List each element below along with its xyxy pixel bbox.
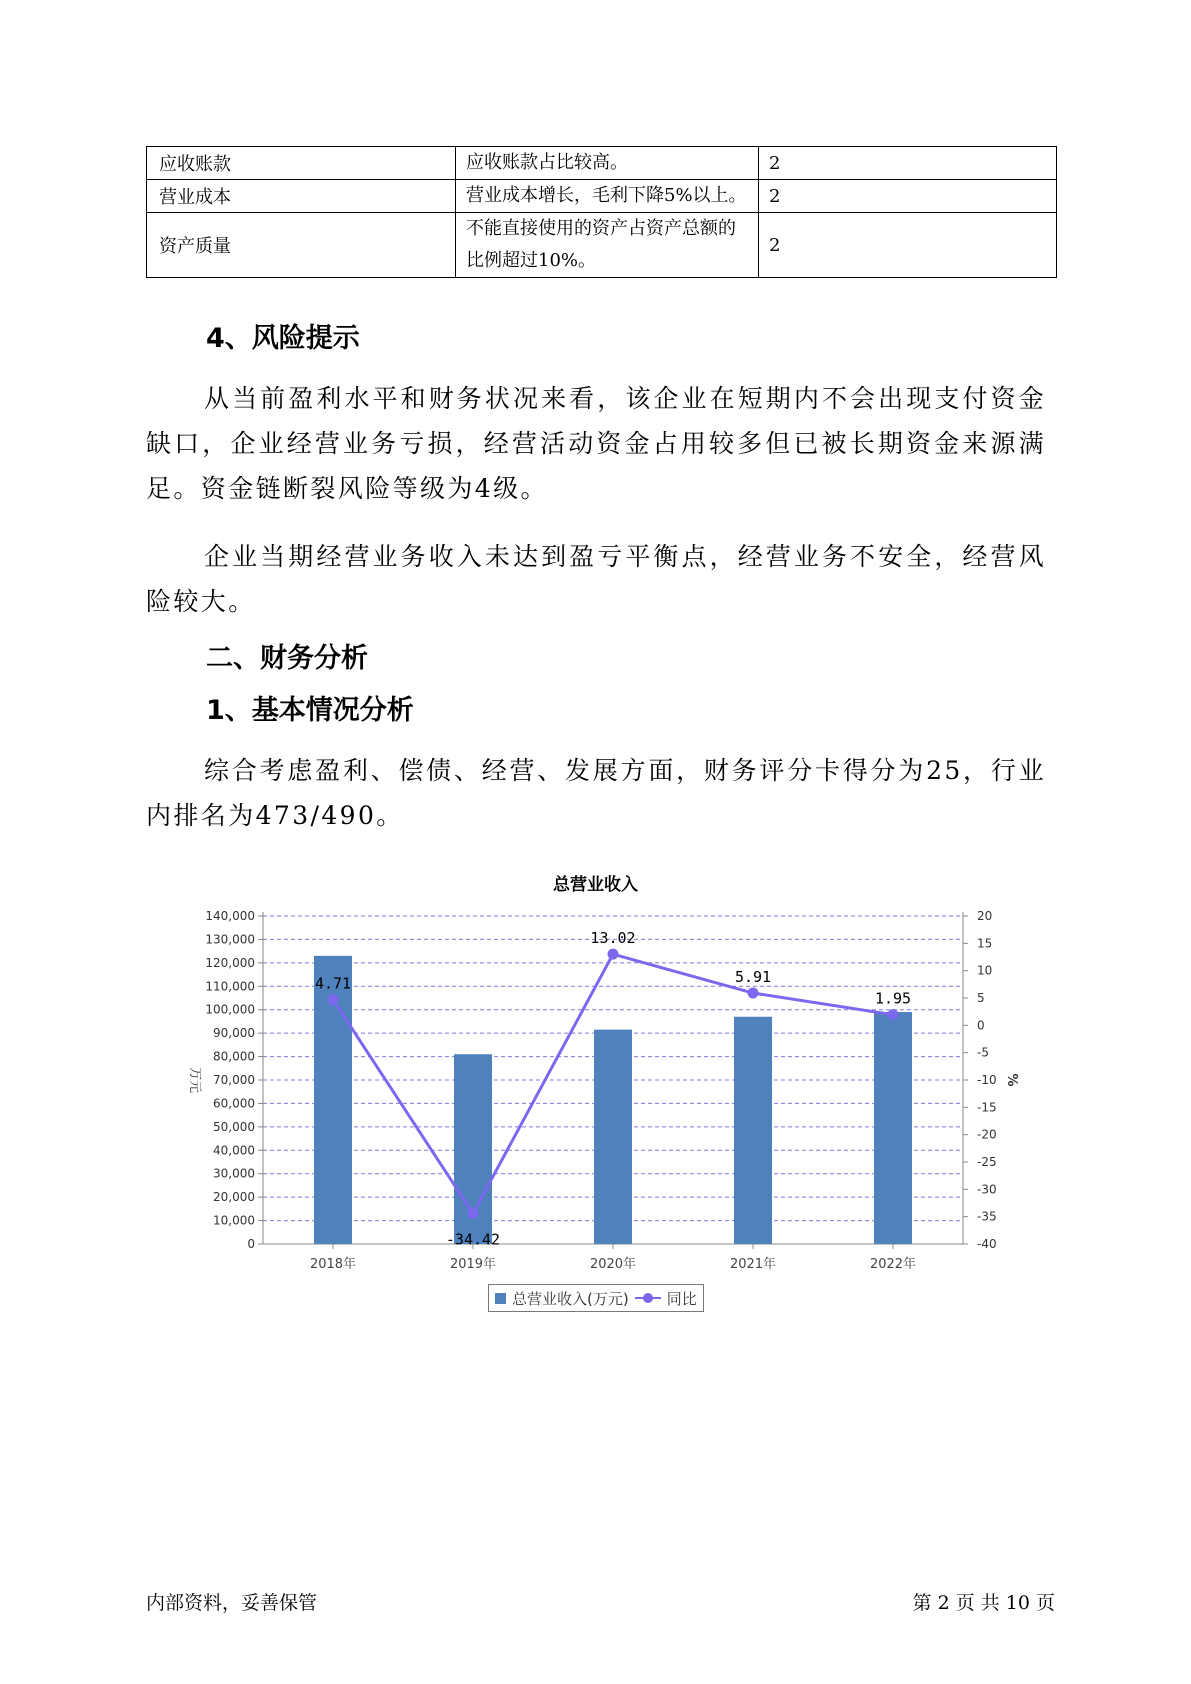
y-tick-label: 20,000: [213, 1190, 255, 1205]
legend-bar-label: 总营业收入(万元): [512, 1289, 629, 1308]
footer-page-number: 第 2 页 共 10 页: [912, 1592, 1055, 1614]
y-tick-label: 130,000: [205, 932, 255, 947]
risk-condition-cell: 不能直接使用的资产占资产总额的比例超过10%。: [456, 213, 759, 278]
yoy-data-label: 13.02: [590, 929, 636, 948]
risk-item-cell: 应收账款: [147, 147, 456, 180]
y-tick-label: 0: [247, 1237, 255, 1251]
chart-title: 总营业收入: [553, 875, 638, 895]
y-tick-label: 50,000: [213, 1119, 255, 1134]
yoy-point: [608, 949, 619, 960]
y2-tick-label: -30: [977, 1182, 997, 1197]
legend-line-swatch: [635, 1292, 661, 1304]
y-tick-label: 110,000: [205, 979, 255, 994]
risk-item-cell: 营业成本: [147, 180, 456, 213]
yoy-point: [748, 988, 759, 999]
risk-condition-cell: 营业成本增长，毛利下降5%以上。: [456, 180, 759, 213]
finance-paragraph: 综合考虑盈利、偿债、经营、发展方面，财务评分卡得分为25，行业内排名为473/490。: [146, 756, 1046, 830]
y-tick-label: 120,000: [205, 955, 255, 970]
x-tick-label: 2018年: [309, 1257, 357, 1272]
y-tick-label: 100,000: [205, 1002, 255, 1017]
y-tick-label: 80,000: [213, 1049, 255, 1064]
yoy-point: [888, 1009, 899, 1020]
y-tick-label: 90,000: [213, 1026, 255, 1041]
y-axis-title: 万元: [187, 1066, 202, 1094]
y-tick-label: 60,000: [213, 1096, 255, 1111]
y2-tick-label: -5: [977, 1045, 989, 1060]
risk-score-cell: 2: [759, 180, 1057, 213]
risk-condition-cell: 应收账款占比较高。: [456, 147, 759, 180]
yoy-data-label: 1.95: [874, 989, 912, 1008]
legend-line-label: 同比: [666, 1289, 697, 1308]
basic-analysis-heading: 1、基本情况分析: [206, 695, 414, 726]
risk-score-cell: 2: [759, 147, 1057, 180]
x-tick-label: 2021年: [729, 1257, 777, 1272]
y2-tick-label: -20: [977, 1127, 997, 1142]
revenue-bar: [874, 1012, 912, 1244]
x-tick-label: 2019年: [449, 1257, 497, 1272]
footer-confidential: 内部资料，妥善保管: [146, 1592, 318, 1614]
y2-tick-label: -25: [977, 1155, 997, 1169]
y2-tick-label: 0: [977, 1018, 985, 1033]
legend-bar-swatch: [495, 1293, 506, 1304]
y2-tick-label: 10: [977, 963, 993, 978]
yoy-data-label: 4.71: [314, 974, 352, 993]
y-tick-label: 70,000: [213, 1073, 255, 1087]
chart-legend: [488, 1284, 704, 1312]
y2-tick-label: -35: [977, 1209, 997, 1224]
y-tick-label: 30,000: [213, 1166, 255, 1181]
risk-heading: 4、风险提示: [206, 323, 360, 354]
y-tick-label: 140,000: [205, 909, 255, 923]
yoy-data-label: -34.42: [445, 1230, 501, 1249]
risk-paragraph-1: 从当前盈利水平和财务状况来看，该企业在短期内不会出现支付资金缺口，企业经营业务亏损，经营活动资金占用较多但已被长期资金来源满足。资金链断裂风险等级为4级。: [146, 384, 1046, 503]
yoy-data-label: 5.91: [734, 968, 772, 987]
risk-paragraph-2: 企业当期经营业务收入未达到盈亏平衡点，经营业务不安全，经营风险较大。: [146, 542, 1046, 616]
x-tick-label: 2022年: [869, 1257, 917, 1272]
yoy-point: [468, 1208, 479, 1219]
risk-score-cell: 2: [759, 213, 1057, 278]
y-tick-label: 10,000: [213, 1213, 255, 1228]
risk-item-cell: 资产质量: [147, 213, 456, 278]
y2-tick-label: 5: [977, 991, 985, 1005]
y2-tick-label: -40: [977, 1237, 997, 1251]
y2-tick-label: 15: [977, 936, 993, 951]
y-tick-label: 40,000: [213, 1143, 255, 1158]
revenue-bar: [734, 1017, 772, 1244]
y2-axis-title: %: [1004, 1073, 1019, 1087]
y2-tick-label: 20: [977, 909, 993, 923]
y2-tick-label: -10: [977, 1073, 997, 1087]
yoy-point: [328, 994, 339, 1005]
x-tick-label: 2020年: [589, 1257, 637, 1272]
y2-tick-label: -15: [977, 1100, 997, 1115]
revenue-bar: [594, 1030, 632, 1244]
finance-heading: 二、财务分析: [206, 643, 368, 674]
